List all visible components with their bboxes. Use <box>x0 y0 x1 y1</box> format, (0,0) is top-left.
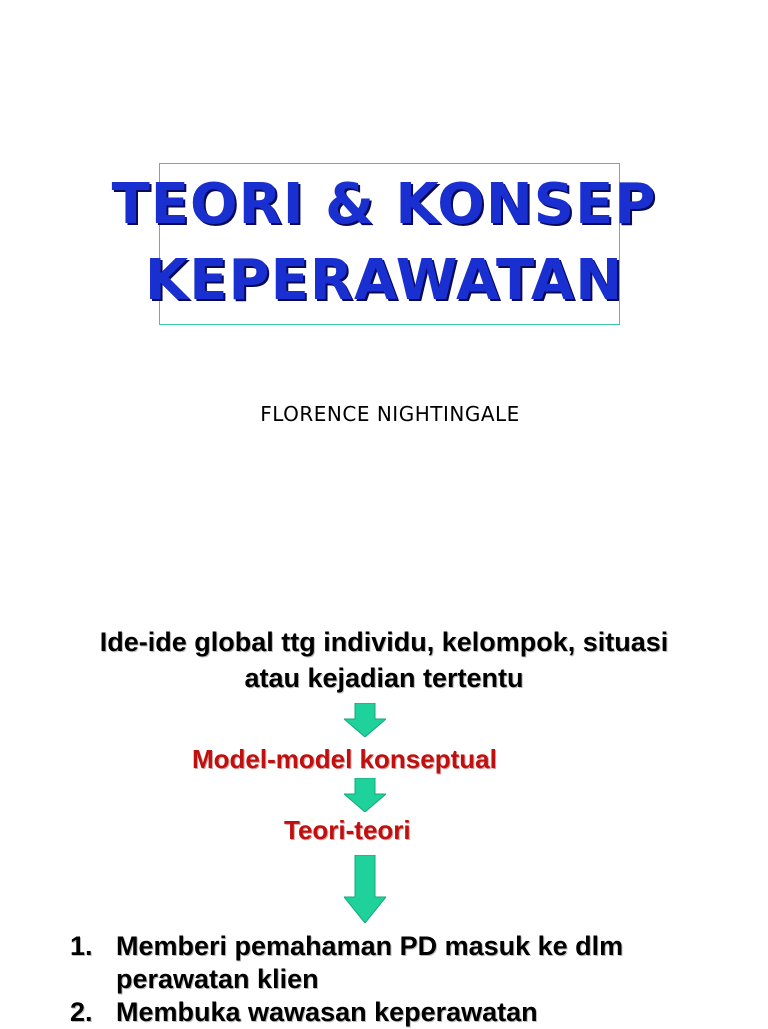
ideas-text <box>0 624 768 696</box>
list-item-text: Membuka wawasan keperawatan <box>116 997 538 1027</box>
down-arrow-icon <box>344 778 386 812</box>
ideas-line-1: Ide-ide global ttg individu, kelompok, situasi <box>99 627 669 657</box>
ideas-line-2: atau kejadian tertentu <box>244 663 524 693</box>
list-item <box>70 930 750 996</box>
title-line-1: TEORI & KONSEP <box>111 172 657 237</box>
subtitle: FLORENCE NIGHTINGALE <box>260 402 520 426</box>
list-item-text: Memberi pemahaman PD masuk ke dlm <box>116 931 624 961</box>
down-arrow-icon <box>344 855 386 923</box>
list-number: 2. <box>70 997 93 1027</box>
theory-label: Teori-teori <box>284 815 411 845</box>
list-item <box>70 996 750 1029</box>
list-item-text: perawatan klien <box>116 964 319 994</box>
list-number: 1. <box>70 931 93 961</box>
down-arrow-icon <box>344 703 386 737</box>
title-line-2: KEPERAWATAN <box>144 248 624 313</box>
model-label: Model-model konseptual <box>192 744 497 774</box>
benefit-list <box>70 930 750 1029</box>
